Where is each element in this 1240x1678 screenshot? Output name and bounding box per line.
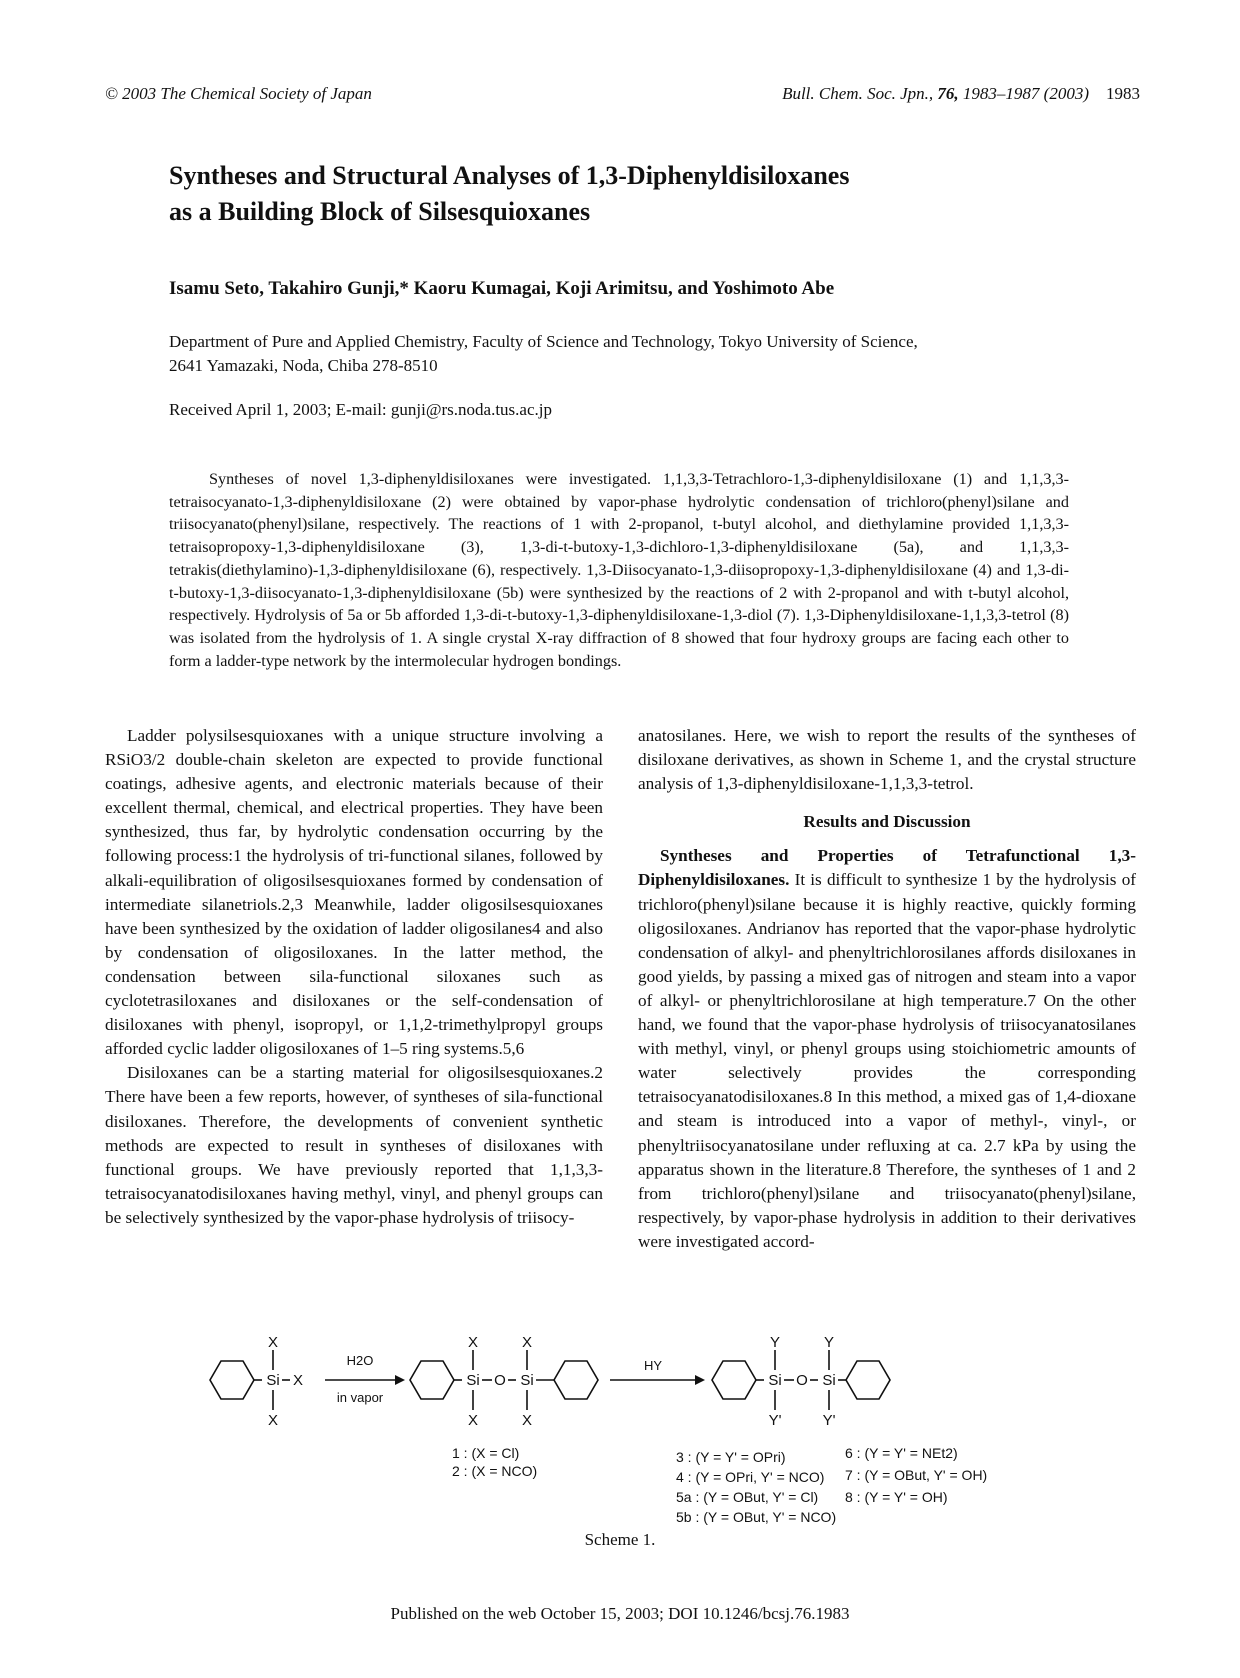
phenyl-ring-2 <box>410 1361 454 1399</box>
atom-si: Si <box>822 1372 836 1389</box>
header-pages: 1983–1987 (2003) <box>962 84 1089 103</box>
atom-x: X <box>292 1372 304 1389</box>
affiliation <box>169 330 1069 378</box>
header-page-number: 1983 <box>1106 84 1140 103</box>
reagent-condition: in vapor <box>336 1390 384 1405</box>
atom-x: X <box>467 1334 479 1351</box>
arrowhead-2 <box>695 1375 705 1385</box>
atom-x: X <box>267 1334 279 1351</box>
atom-x: X <box>521 1412 533 1429</box>
footer-doi: Published on the web October 15, 2003; DOI 10.1246/bcsj.76.1983 <box>390 1604 850 1623</box>
atom-o: O <box>796 1372 808 1389</box>
atom-y: Y <box>823 1334 835 1351</box>
abstract: Syntheses of novel 1,3-diphenyldisiloxanes were investigated. 1,1,3,3-Tetrachloro-1,3-diphenyldisiloxane (1) and 1,1,3,3-tetraisocyanato-1,3-diphenyldisiloxane (2) were obtained by vapor-phase hydrolytic condensation of trichloro(phenyl)silane and triisocyanato(phenyl)silane, respectively. The reactions of 1 with 2-propanol, t-butyl alcohol, and diethylamine provided 1,1,3,3-tetraisopropoxy-1,3-diphenyldisiloxane (3), 1,3-di-t-butoxy-1,3-dichloro-1,3-diphenyldisiloxane (5a), and 1,1,3,3-tetrakis(diethylamino)-1,3-diphenyldisiloxane (6), respectively. 1,3-Diisocyanato-1,3-diisopropoxy-1,3-diphenyldisiloxane (4) and 1,3-di-t-butoxy-1,3-diisocyanato-1,3-diphenyldisiloxane (5b) were synthesized by the reactions of 2 with 2-propanol and with t-butyl alcohol, respectively. Hydrolysis of 5a or 5b afforded 1,3-di-t-butoxy-1,3-diphenyldisiloxane-1,3-diol (7). 1,3-Diphenyldisiloxane-1,1,3,3-tetrol (8) was isolated from the hydrolysis of 1. A single crystal X-ray diffraction of 8 showed that four hydroxy groups are facing each other to form a ladder-type network by the intermolecular hydrogen bondings. <box>169 470 1069 670</box>
paragraph-text: It is difficult to synthesize 1 by the hydrolysis of trichloro(phenyl)silane because it is highly reactive, quickly forming oligosiloxanes. Andrianov has reported that the vapor-phase hydrolytic condensation of alkyl- and phenyltrichlorosilanes affords disiloxanes in good yields, by passing a mixed gas of nitrogen and steam into a vapor of alkyl- or phenyltrichlorosilane at high temperature.7 On the other hand, we found that the vapor-phase hydrolysis of triisocyanatosilanes with methyl, vinyl, or phenyl groups using stoichiometric amounts of water selectively provides the corresponding tetraisocyanatodisiloxanes.8 In this method, a mixed gas of 1,4-dioxane and steam is introduced into a vapor of methyl-, vinyl-, or phenyltriisocyanatosilane under refluxing at ca. 2.7 kPa by using the apparatus shown in the literature.8 Therefore, the syntheses of 1 and 2 from trichloro(phenyl)silane and triisocyanato(phenyl)silane, respectively, by vapor-phase hydrolysis in addition to their derivatives were investigated accord- <box>638 870 1137 1251</box>
atom-si: Si <box>520 1372 534 1389</box>
header-citation <box>782 84 1140 104</box>
compound-label: 6 : (Y = Y' = NEt2) <box>845 1445 958 1461</box>
compound-label: 4 : (Y = OPri, Y' = NCO) <box>676 1469 825 1485</box>
phenyl-ring-5 <box>846 1361 890 1399</box>
atom-y: Y <box>769 1334 781 1351</box>
paper-title <box>169 158 1129 230</box>
section-title: Results and Discussion <box>803 812 971 832</box>
reagent-water: H2O <box>346 1353 374 1368</box>
affiliation-line-1: Department of Pure and Applied Chemistry, Faculty of Science and Technology, Tokyo University of Science, <box>169 332 918 351</box>
subsection-heading: Syntheses and Properties of Tetrafunctional 1,3-Diphenyldisiloxanes. <box>638 846 1136 890</box>
compound-label: 5a : (Y = OBut, Y' = Cl) <box>676 1489 819 1505</box>
header-journal: Bull. Chem. Soc. Jpn., <box>782 84 934 103</box>
atom-x: X <box>467 1412 479 1429</box>
phenyl-ring-4 <box>712 1361 756 1399</box>
paragraph: Disiloxanes can be a starting material for oligosilsesquioxanes.2 There have been a few reports, however, of syntheses of sila-functional disiloxanes. Therefore, the developments of convenient synthetic methods are expected to result in syntheses of disiloxanes with functional groups. We have previously reported that 1,1,3,3-tetraisocyanatodisiloxanes having methyl, vinyl, and phenyl groups can be selectively synthesized by the vapor-phase hydrolysis of triisocy- <box>105 1063 603 1227</box>
scheme-1-diagram <box>190 1330 1070 1525</box>
compound-label: 1 : (X = Cl) <box>452 1445 520 1461</box>
atom-o: O <box>494 1372 506 1389</box>
arrowhead-1 <box>395 1375 405 1385</box>
paragraph <box>638 844 1136 1254</box>
compound-label: 7 : (Y = OBut, Y' = OH) <box>845 1467 988 1483</box>
atom-si: Si <box>466 1372 480 1389</box>
header-volume: 76, <box>937 84 959 103</box>
paragraph: anatosilanes. Here, we wish to report the results of the syntheses of disiloxane derivatives, as shown in Scheme 1, and the crystal structure analysis of 1,3-diphenyldisiloxane-1,1,3,3-tetrol. <box>638 726 1136 794</box>
phenyl-ring-1 <box>210 1361 254 1399</box>
paragraph: Ladder polysilsesquioxanes with a unique structure involving a RSiO3/2 double-chain skeleton are expected to provide functional coatings, adhesive agents, and electronic materials because of their excellent thermal, chemical, and electrical properties. They have been synthesized, thus far, by hydrolytic condensation occurring by the following process:1 the hydrolysis of tri-functional silanes, followed by alkali-equilibration of oligosilsesquioxanes formed by condensation of intermediate silanetriols.2,3 Meanwhile, ladder oligosilsesquioxanes have been synthesized by the oxidation of ladder oligosilanes4 and also by condensation of oligosiloxanes. In the latter method, the condensation between sila-functional siloxanes such as cyclotetrasiloxanes and disiloxanes or the self-condensation of disiloxanes with phenyl, isopropyl, or 1,1,2-trimethylpropyl groups afforded cyclic ladder oligosiloxanes of 1–5 ring systems.5,6 <box>105 726 603 1059</box>
atom-x: X <box>267 1412 279 1429</box>
header-copyright: © 2003 The Chemical Society of Japan <box>105 84 372 103</box>
atom-si: Si <box>266 1372 280 1389</box>
title-line-1: Syntheses and Structural Analyses of 1,3-Diphenyldisiloxanes <box>169 161 850 190</box>
atom-x: X <box>521 1334 533 1351</box>
atom-si: Si <box>768 1372 782 1389</box>
scheme-caption: Scheme 1. <box>584 1530 656 1549</box>
atom-y-prime: Y' <box>822 1412 836 1429</box>
phenyl-ring-3 <box>554 1361 598 1399</box>
compound-label: 2 : (X = NCO) <box>452 1463 538 1479</box>
compound-label: 5b : (Y = OBut, Y' = NCO) <box>676 1509 837 1525</box>
body-right-column <box>638 724 1136 1254</box>
received-line: Received April 1, 2003; E-mail: gunji@rs.noda.tus.ac.jp <box>169 400 552 419</box>
title-line-2: as a Building Block of Silsesquioxanes <box>169 197 591 226</box>
compound-label: 8 : (Y = Y' = OH) <box>845 1489 948 1505</box>
reagent-hy: HY <box>643 1358 663 1373</box>
atom-y-prime: Y' <box>768 1412 782 1429</box>
authors: Isamu Seto, Takahiro Gunji,* Kaoru Kumagai, Koji Arimitsu, and Yoshimoto Abe <box>169 278 835 299</box>
affiliation-line-2: 2641 Yamazaki, Noda, Chiba 278-8510 <box>169 356 438 375</box>
body-left-column <box>105 724 603 1230</box>
compound-label: 3 : (Y = Y' = OPri) <box>676 1449 786 1465</box>
